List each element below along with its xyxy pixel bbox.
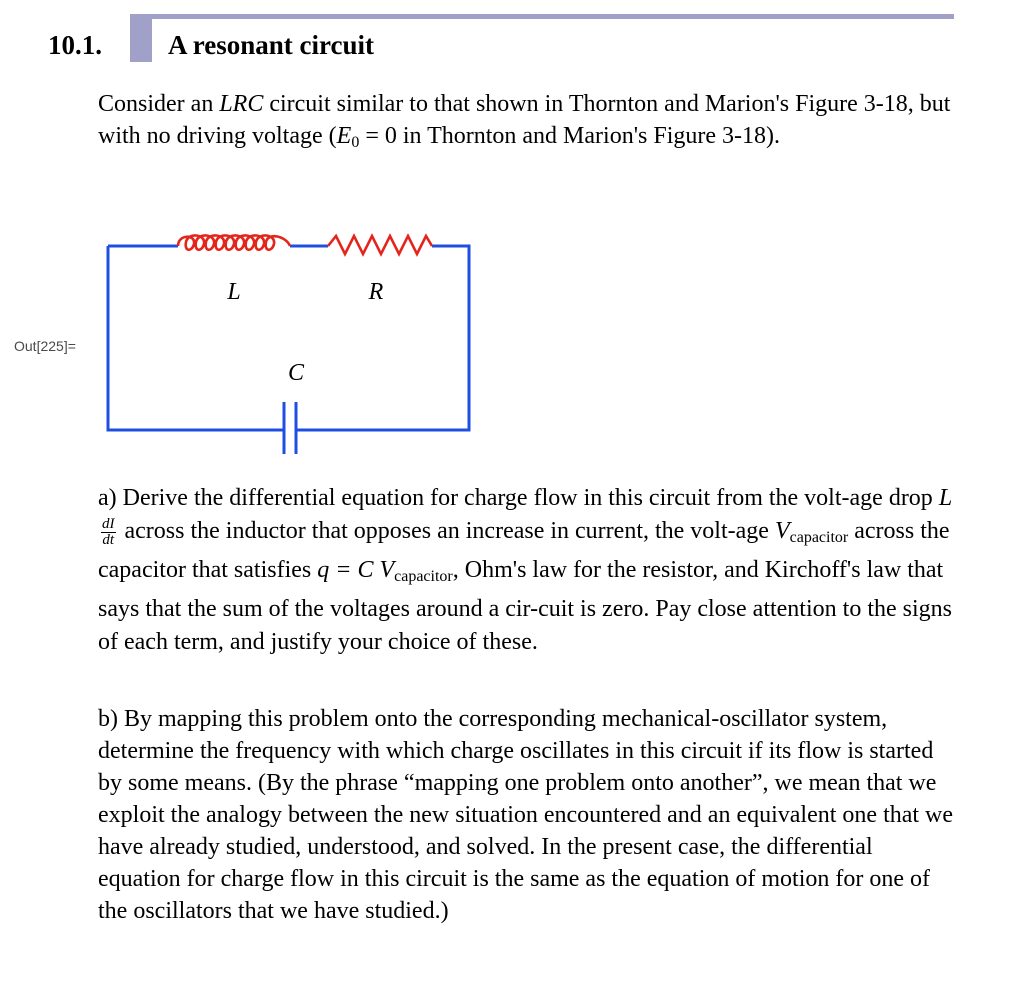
- resistor-label: R: [368, 279, 384, 305]
- circuit-wires: [108, 246, 469, 430]
- capacitor-label: C: [287, 360, 305, 386]
- inductor-coil: [178, 235, 290, 249]
- section-marker-bar: [130, 14, 152, 62]
- output-cell-label[interactable]: Out[225]=: [14, 338, 76, 354]
- dI-dt-fraction: $\frac{dI}{dt}$: [102, 515, 115, 548]
- section-top-rule: [130, 14, 954, 19]
- part-b-paragraph: b) By mapping this problem onto the corresponding mechanical-oscillator system, determine the frequency with which charge oscillates in this circuit if its flow is started by some means. (By the phrase “mapping one problem onto another”, we mean that we exploit the analogy between the new situation encountered and an equivalent one that we have already studied, understood, and solved. In the present case, the differential equation for charge flow in this circuit is the same as the equation of motion for one of the oscillators that we have studied.): [98, 706, 954, 924]
- section-number: 10.1.: [48, 30, 102, 60]
- part-a-paragraph: a) Derive the differential equation for charge flow in this circuit from the volt-age drop L $\frac{dI}{dt}$ across the inductor that opposes an increase in current, the volt-age $V_{capacitor}$ across the capacitor that satisfies q = C $V_{capacitor}$, Ohm's law for the resistor, and Kirchoff's law that says that the sum of the voltages around a cir-cuit is zero. Pay close attention to the signs of each term, and justify your choice of these.: [98, 485, 953, 655]
- intro-paragraph: Consider an LRC circuit similar to that shown in Thornton and Marion's Figure 3-18, but with no driving voltage ($E_0 = 0$ in Thornton and Marion's Figure 3-18).: [98, 91, 951, 151]
- lrc-circuit-diagram: [100, 222, 480, 462]
- inductor-label: L: [227, 279, 241, 305]
- resistor-zigzag: [328, 236, 432, 254]
- capacitor-plates: [284, 402, 296, 454]
- section-title: A resonant circuit: [168, 30, 374, 60]
